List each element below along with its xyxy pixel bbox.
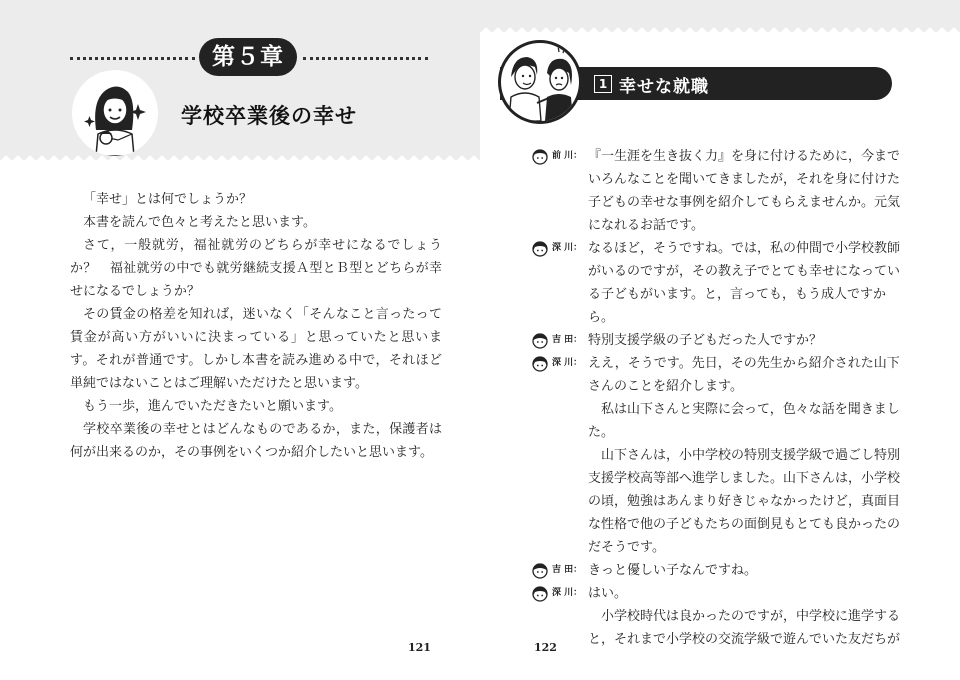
- section-title: 幸せな就職: [619, 77, 709, 97]
- speaker-tag: [532, 329, 588, 352]
- speaker-name: 前 川：: [552, 151, 583, 161]
- page-number: 121: [408, 641, 431, 654]
- dialogue-text: 山下さんは，小中学校の特別支援学級で過ごし特別支援学校高等部へ進学しました。山下さんは，小学校の頃，勉強はあんまり好きじゃなかったけど，真面目な性格で他の子どもたちの面倒見もとても良かったのだそうです。: [588, 448, 901, 555]
- speaker-tag: [532, 582, 588, 605]
- speaker-tag: [532, 145, 588, 168]
- zigzag-edge: [480, 27, 960, 39]
- speaker-name: 吉 田：: [552, 335, 583, 345]
- speaker-face-icon: [532, 562, 548, 579]
- dialogue-text: 特別支援学級の子どもだった人ですか？: [588, 333, 823, 348]
- chapter-header-band: [0, 0, 480, 160]
- dialogue-text: 私は山下さんと実際に会って，色々な話を聞きました。: [588, 402, 900, 440]
- paragraph: もう一歩，進んでいただきたいと願います。: [83, 399, 342, 414]
- section-number: 1: [594, 75, 612, 93]
- dialogue-text: 『一生涯を生き抜く力』を身に付けるために，今までいろんなことを聞いてきましたが，それを身に付けた子どもの幸せな事例を紹介してもらえませんか。元気になれるお話です。: [588, 149, 901, 233]
- dialogue-turn: [532, 329, 902, 352]
- paragraph: さて，一般就労，福祉就労のどちらが幸せになるでしょうか？ 福祉就労の中でも就労継続支援Ａ型とＢ型とどちらが幸せになるでしょうか？: [70, 238, 442, 299]
- speaker-face-icon: [532, 332, 548, 349]
- page-number: 122: [534, 641, 557, 654]
- paragraph: 本書を読んで色々と考えたと思います。: [83, 215, 316, 230]
- dialogue-text: ええ，そうです。先日，その先生から紹介された山下さんのことを紹介します。: [588, 356, 900, 394]
- speaker-tag: [532, 352, 588, 375]
- right-page: [480, 0, 960, 680]
- chapter-title: 学校卒業後の幸せ: [181, 104, 357, 128]
- dialogue-turn: [532, 582, 902, 651]
- dialogue-text: はい。: [588, 586, 628, 601]
- dialogue-turn: [532, 145, 902, 237]
- dialogue-turn: [532, 352, 902, 559]
- dialogue-text: なるほど，そうですね。では，私の仲間で小学校教師がいるのですが，その教え子でとても幸せになっている子どもがいます。と，言っても，もう成人ですから。: [588, 241, 901, 325]
- speaker-face-icon: [532, 148, 548, 165]
- speaker-face-icon: [532, 355, 548, 372]
- dialogue-text: 小学校時代は良かったのですが，中学校に進学すると，それまで小学校の交流学級で遊んでいた友だちが: [588, 609, 901, 647]
- chapter-intro-text: [70, 188, 442, 464]
- dialogue-turn: [532, 559, 902, 582]
- dialogue-turn: [532, 237, 902, 329]
- speaker-name: 深 川：: [552, 588, 583, 598]
- speaker-tag: [532, 559, 588, 582]
- paragraph: その賃金の格差を知れば，迷いなく「そんなこと言ったって賃金が高い方がいいに決まっている」と思っていたと思います。それが普通です。しかし本書を読み進める中で，それほど単純ではないことはご理解いただけたと思います。: [70, 307, 442, 391]
- speaker-name: 吉 田：: [552, 565, 583, 575]
- paragraph: 学校卒業後の幸せとはどんなものであるか，また，保護者は何が出来るのか，その事例をいくつか紹介したいと思います。: [70, 422, 442, 460]
- two-people-talking-icon: [498, 40, 582, 124]
- speaker-face-icon: [532, 585, 548, 602]
- paragraph: 「幸せ」とは何でしょうか？: [83, 192, 253, 207]
- zigzag-edge: [0, 155, 480, 167]
- chapter-label: 第５章: [199, 38, 297, 76]
- dialogue: [532, 145, 902, 651]
- dialogue-text: きっと優しい子なんですね。: [588, 563, 758, 578]
- speaker-name: 深 川：: [552, 358, 583, 368]
- chapter-dots-left: [70, 57, 195, 60]
- speaker-face-icon: [532, 240, 548, 257]
- speaker-tag: [532, 237, 588, 260]
- chapter-dots-right: [303, 57, 428, 60]
- woman-with-child-icon: [72, 70, 158, 156]
- speaker-name: 深 川：: [552, 243, 583, 253]
